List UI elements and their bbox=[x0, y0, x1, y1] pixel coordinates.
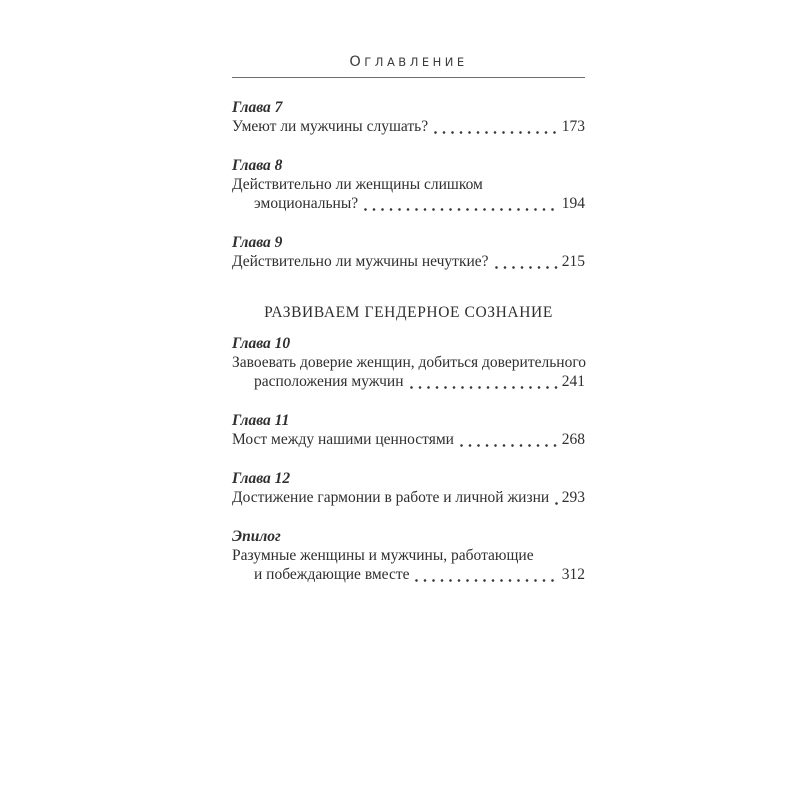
page-number: 241 bbox=[561, 373, 585, 390]
toc-line bbox=[232, 252, 585, 271]
page-number: 173 bbox=[561, 118, 585, 135]
toc-entry bbox=[232, 98, 585, 136]
toc-entry bbox=[232, 233, 585, 271]
dotted-leader bbox=[434, 131, 558, 134]
page-number: 293 bbox=[561, 489, 585, 506]
toc-entry-title-continuation: эмоциональны? bbox=[254, 195, 359, 212]
section-header: РАЗВИВАЕМ ГЕНДЕРНОЕ СОЗНАНИЕ bbox=[264, 304, 553, 321]
toc-line-continuation bbox=[232, 372, 585, 391]
toc-line-continuation bbox=[232, 565, 585, 584]
dotted-leader bbox=[460, 444, 558, 447]
dotted-leader bbox=[555, 502, 558, 505]
toc-entry-title: Действительно ли женщины слишком bbox=[232, 176, 483, 193]
toc-entry bbox=[232, 334, 585, 391]
toc-entry-title: Разумные женщины и мужчины, работающие bbox=[232, 547, 534, 564]
toc-line bbox=[232, 546, 585, 565]
chapter-label: Глава 10 bbox=[232, 335, 291, 352]
toc-entry bbox=[232, 527, 585, 584]
toc-entry bbox=[232, 156, 585, 213]
toc-entry bbox=[232, 411, 585, 449]
page-number: 312 bbox=[561, 566, 585, 583]
toc-entry-title: Действительно ли мужчины нечуткие? bbox=[232, 253, 489, 270]
toc-line bbox=[232, 353, 585, 372]
toc-entry bbox=[232, 469, 585, 507]
running-head-title: ОГЛАВЛЕНИЕ bbox=[349, 54, 468, 70]
toc-line-continuation bbox=[232, 194, 585, 213]
dotted-leader bbox=[410, 386, 558, 389]
toc-entry-title: Мост между нашими ценностями bbox=[232, 431, 454, 448]
chapter-label: Глава 11 bbox=[232, 412, 290, 429]
dotted-leader bbox=[415, 579, 557, 582]
page-number: 215 bbox=[561, 253, 585, 270]
chapter-label: Глава 8 bbox=[232, 157, 283, 174]
header-rule bbox=[232, 77, 585, 78]
chapter-label: Эпилог bbox=[232, 528, 281, 545]
page-number: 194 bbox=[561, 195, 585, 212]
toc-entry-title: Умеют ли мужчины слушать? bbox=[232, 118, 429, 135]
toc-line bbox=[232, 430, 585, 449]
toc-line bbox=[232, 488, 585, 507]
toc-line bbox=[232, 117, 585, 136]
dotted-leader bbox=[495, 266, 558, 269]
toc-entry-title: Достижение гармонии в работе и личной жизни bbox=[232, 489, 550, 506]
toc-entry-title-continuation: расположения мужчин bbox=[254, 373, 404, 390]
chapter-label: Глава 9 bbox=[232, 234, 283, 251]
toc-line bbox=[232, 175, 585, 194]
chapter-label: Глава 12 bbox=[232, 470, 291, 487]
toc-entry-title: Завоевать доверие женщин, добиться доверительного bbox=[232, 354, 587, 371]
dotted-leader bbox=[364, 208, 558, 211]
chapter-label: Глава 7 bbox=[232, 99, 283, 116]
toc-entry-title-continuation: и побеждающие вместе bbox=[254, 566, 410, 583]
table-of-contents bbox=[232, 55, 585, 584]
page-number: 268 bbox=[561, 431, 585, 448]
